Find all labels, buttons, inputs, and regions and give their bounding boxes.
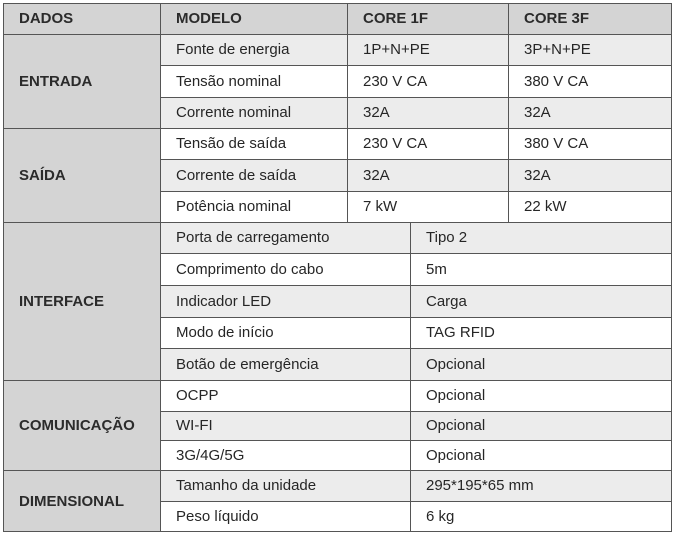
table-border xyxy=(3,531,672,532)
row-value-1f: 230 V CA xyxy=(347,128,508,159)
section-dimensional: DIMENSIONAL xyxy=(3,470,160,532)
column-divider xyxy=(508,3,509,222)
row-divider xyxy=(3,128,672,129)
row-value-3f: 380 V CA xyxy=(508,128,672,159)
row-divider xyxy=(160,285,672,286)
row-value-3f: 3P+N+PE xyxy=(508,34,672,65)
row-divider xyxy=(3,34,672,35)
row-divider xyxy=(160,348,672,349)
header-modelo: MODELO xyxy=(160,3,347,34)
row-value-3f: 32A xyxy=(508,159,672,191)
row-label: Tamanho da unidade xyxy=(160,470,410,501)
row-divider xyxy=(160,159,672,160)
row-divider xyxy=(160,97,672,98)
row-value-1f: 32A xyxy=(347,97,508,128)
section-interface: INTERFACE xyxy=(3,222,160,380)
column-divider xyxy=(410,222,411,532)
row-label: Porta de carregamento xyxy=(160,222,410,253)
row-value: TAG RFID xyxy=(410,317,672,348)
row-value: Opcional xyxy=(410,411,672,440)
row-divider xyxy=(160,440,672,441)
row-label: Fonte de energia xyxy=(160,34,347,65)
row-label: WI-FI xyxy=(160,411,410,440)
row-label: 3G/4G/5G xyxy=(160,440,410,470)
row-value-1f: 7 kW xyxy=(347,191,508,222)
table-border xyxy=(3,3,672,4)
row-divider xyxy=(3,380,672,381)
header-core-1f: CORE 1F xyxy=(347,3,508,34)
row-divider xyxy=(160,411,672,412)
section-entrada: ENTRADA xyxy=(3,34,160,128)
row-value: 295*195*65 mm xyxy=(410,470,672,501)
row-value-1f: 230 V CA xyxy=(347,65,508,97)
row-value: Carga xyxy=(410,285,672,317)
row-divider xyxy=(3,222,672,223)
row-value-3f: 32A xyxy=(508,97,672,128)
row-divider xyxy=(160,317,672,318)
row-divider xyxy=(160,253,672,254)
section-saida: SAÍDA xyxy=(3,128,160,222)
table-border xyxy=(671,3,672,532)
row-label: OCPP xyxy=(160,380,410,411)
column-divider xyxy=(160,3,161,532)
row-label: Comprimento do cabo xyxy=(160,253,410,285)
row-label: Potência nominal xyxy=(160,191,347,222)
row-divider xyxy=(160,65,672,66)
row-value: Opcional xyxy=(410,380,672,411)
row-value-3f: 380 V CA xyxy=(508,65,672,97)
row-value: 6 kg xyxy=(410,501,672,532)
row-label: Corrente nominal xyxy=(160,97,347,128)
row-value-1f: 1P+N+PE xyxy=(347,34,508,65)
header-core-3f: CORE 3F xyxy=(508,3,672,34)
row-value: Opcional xyxy=(410,440,672,470)
row-value-1f: 32A xyxy=(347,159,508,191)
row-value: 5m xyxy=(410,253,672,285)
section-comunicacao: COMUNICAÇÃO xyxy=(3,380,160,470)
row-value: Tipo 2 xyxy=(410,222,672,253)
header-dados: DADOS xyxy=(3,3,160,34)
table-border xyxy=(3,3,4,532)
row-label: Modo de início xyxy=(160,317,410,348)
row-divider xyxy=(160,191,672,192)
row-divider xyxy=(160,501,672,502)
row-label: Indicador LED xyxy=(160,285,410,317)
column-divider xyxy=(347,3,348,222)
row-divider xyxy=(3,470,672,471)
row-label: Tensão nominal xyxy=(160,65,347,97)
row-label: Tensão de saída xyxy=(160,128,347,159)
specs-table xyxy=(3,3,672,532)
row-value-3f: 22 kW xyxy=(508,191,672,222)
row-label: Corrente de saída xyxy=(160,159,347,191)
row-value: Opcional xyxy=(410,348,672,380)
row-label: Botão de emergência xyxy=(160,348,410,380)
row-label: Peso líquido xyxy=(160,501,410,532)
